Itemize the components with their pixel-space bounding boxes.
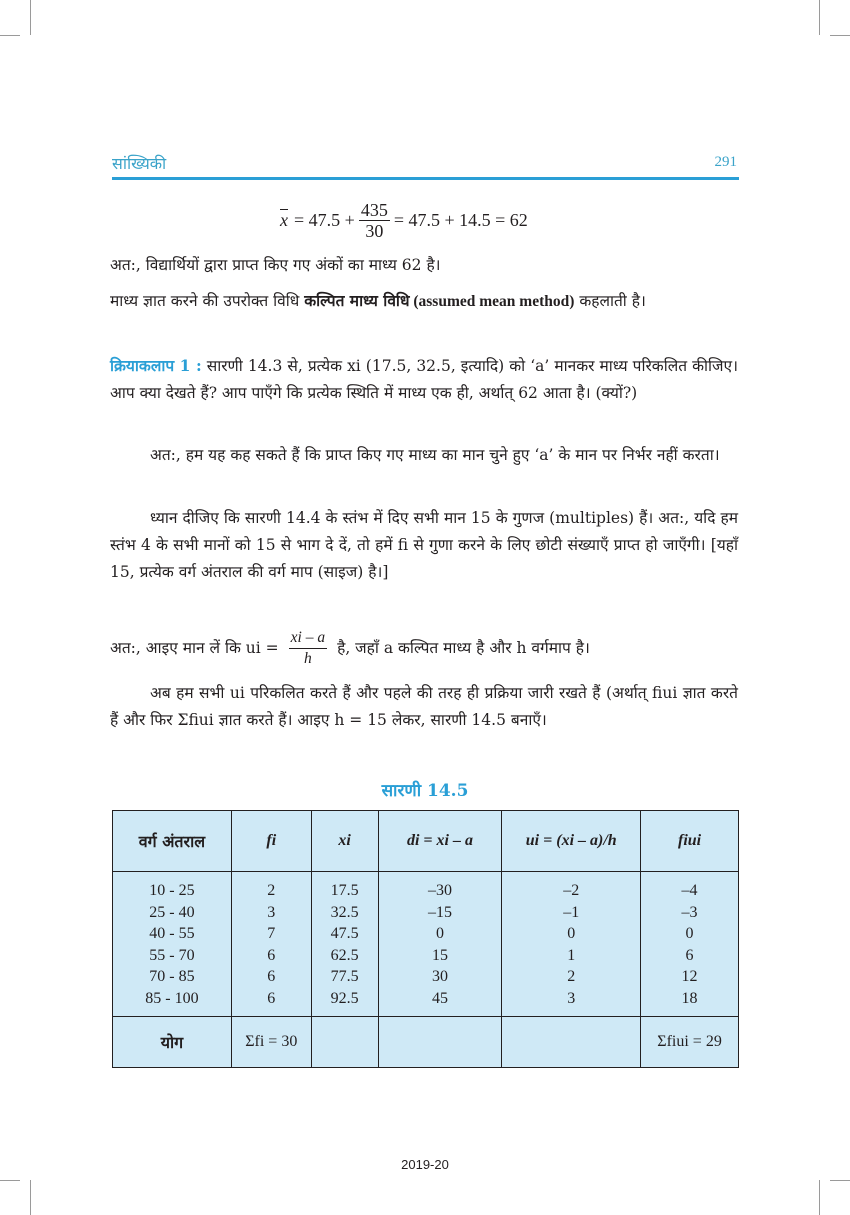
table-cell: 0 — [567, 925, 576, 943]
table-cell: –3 — [681, 903, 698, 921]
column-header: di = xi – a — [378, 811, 502, 872]
page-number: 291 — [714, 154, 737, 170]
table-cell: 12 — [681, 968, 698, 986]
text-span: है, जहाँ a कल्पित माध्य है और h वर्गमाप है। — [337, 639, 590, 657]
table-total-row — [113, 1016, 739, 1067]
table-cell: 47.5 — [330, 925, 359, 943]
table-cell: 3 — [567, 989, 576, 1007]
fraction — [289, 628, 327, 669]
crop-mark — [830, 35, 850, 36]
fraction-numerator: 435 — [360, 200, 388, 220]
table-cell: 3 — [267, 903, 276, 921]
table-cell: 6 — [685, 946, 694, 964]
table-cell: –2 — [563, 882, 580, 899]
column-values — [311, 872, 378, 1017]
empty-cell — [502, 1016, 641, 1067]
data-table — [112, 810, 739, 1068]
column-header: fi — [231, 811, 311, 872]
table-cell: 40 - 55 — [149, 925, 195, 943]
table-cell: 30 — [431, 968, 448, 986]
crop-mark — [0, 1180, 20, 1181]
table-cell: 92.5 — [330, 989, 359, 1007]
paragraph: ध्यान दीजिए कि सारणी 14.4 के स्तंभ में दिए सभी मान 15 के गुणज (multiples) हैं। अत:, यदि हम स्तंभ 4 के सभी मानों को 15 से भाग दे दें, तो हमें fi से गुणा करने के लिए छोटी संख्याएँ प्राप्त हो जाएँगी। [यहाँ 15, प्रत्येक वर्ग अंतराल की वर्ग माप (साइज) है।] — [110, 509, 738, 581]
fraction-denominator: 30 — [365, 221, 384, 241]
column-header: वर्ग अंतराल — [113, 811, 232, 872]
empty-cell — [378, 1016, 502, 1067]
table-cell: 6 — [267, 968, 276, 986]
text-span: सारणी 14.3 से, प्रत्येक xi (17.5, 32.5, इत्यादि) को ‘a’ मानकर माध्य परिकलित कीजिए। आप क्या देखते हैं? आप पाएँगे कि प्रत्येक स्थिति में माध्य एक ही, अर्थात् 62 आता है। (क्यों?) — [110, 357, 738, 402]
column-values — [378, 872, 502, 1017]
mean-equation — [280, 200, 528, 241]
column-header: xi — [311, 811, 378, 872]
column-values — [502, 872, 641, 1017]
column-header: ui = (xi – a)/h — [502, 811, 641, 872]
table-cell: 62.5 — [330, 946, 359, 964]
table-cell: 0 — [435, 925, 444, 943]
table-cell: 85 - 100 — [145, 989, 199, 1007]
sum-fu: Σfiui = 29 — [641, 1016, 739, 1067]
table-cell: –1 — [563, 903, 580, 921]
table-cell: 2 — [567, 968, 576, 986]
bold-term-english: (assumed mean method) — [409, 293, 575, 310]
table-cell: 18 — [681, 989, 698, 1007]
table-cell: 32.5 — [330, 903, 359, 921]
empty-cell — [311, 1016, 378, 1067]
paragraph: अत:, हम यह कह सकते हैं कि प्राप्त किए गए माध्य का मान चुने हुए ‘a’ के मान पर निर्भर नहीं करता। — [150, 446, 720, 464]
text-span: अत:, आइए मान लें कि ui = — [110, 639, 279, 657]
table-cell: –30 — [427, 882, 452, 899]
table-cell: –4 — [681, 882, 698, 899]
equation-part: = 47.5 + — [294, 210, 355, 230]
table-data-block — [113, 872, 739, 1017]
text-span: माध्य ज्ञात करने की उपरोक्त विधि — [110, 292, 305, 310]
crop-mark — [819, 1180, 820, 1215]
table-cell: 0 — [685, 925, 694, 943]
bold-term: कल्पित माध्य विधि — [304, 291, 410, 310]
table-cell: 6 — [267, 946, 276, 964]
table-cell: 1 — [567, 946, 576, 964]
table-cell: 70 - 85 — [149, 968, 195, 986]
total-label: योग — [113, 1016, 232, 1067]
header-rule — [112, 177, 739, 180]
text-span: कहलाती है। — [574, 292, 646, 310]
crop-mark — [30, 1180, 31, 1215]
table-cell: 2 — [267, 882, 276, 899]
table-cell: 77.5 — [330, 968, 359, 986]
table-cell: 25 - 40 — [149, 903, 195, 921]
sum-f: Σfi = 30 — [231, 1016, 311, 1067]
column-values — [231, 872, 311, 1017]
page-header — [112, 150, 739, 180]
table-cell: 55 - 70 — [149, 946, 195, 964]
crop-mark — [0, 35, 20, 36]
fraction-numerator: xi – a — [289, 628, 327, 649]
table-cell: 6 — [267, 989, 276, 1007]
crop-mark — [30, 0, 31, 35]
column-header: fiui — [641, 811, 739, 872]
paragraph: अब हम सभी ui परिकलित करते हैं और पहले की तरह ही प्रक्रिया जारी रखते हैं (अर्थात् fiui ज्ञात करते हैं और फिर Σfiui ज्ञात करते हैं। आइए h = 15 लेकर, सारणी 14.5 बनाएँ। — [110, 684, 738, 729]
activity-paragraph — [110, 352, 738, 407]
table-cell: 15 — [431, 946, 448, 964]
fraction-denominator: h — [304, 650, 312, 667]
table-header-row — [113, 811, 739, 872]
table-cell: 7 — [267, 925, 276, 943]
table-caption: सारणी 14.5 — [381, 781, 469, 801]
column-values — [641, 872, 739, 1017]
crop-mark — [819, 0, 820, 35]
table-cell: 10 - 25 — [149, 882, 195, 899]
column-values — [113, 872, 232, 1017]
fraction — [359, 200, 390, 241]
activity-label: क्रियाकलाप 1 : — [110, 356, 202, 375]
table-cell: 17.5 — [330, 882, 359, 899]
x-bar-symbol: $\overline{x}$ — [280, 210, 288, 230]
paragraph — [110, 287, 738, 315]
chapter-title: सांख्यिकी — [112, 154, 167, 173]
equation-part: = 47.5 + 14.5 = 62 — [393, 210, 528, 230]
table-cell: 45 — [431, 989, 448, 1007]
page-footer: 2019-20 — [401, 1157, 449, 1172]
paragraph: अत:, विद्यार्थियों द्वारा प्राप्त किए गए अंकों का माध्य 62 है। — [110, 256, 441, 274]
table-cell: –15 — [427, 903, 452, 921]
crop-mark — [830, 1180, 850, 1181]
u-definition-line — [110, 628, 738, 669]
